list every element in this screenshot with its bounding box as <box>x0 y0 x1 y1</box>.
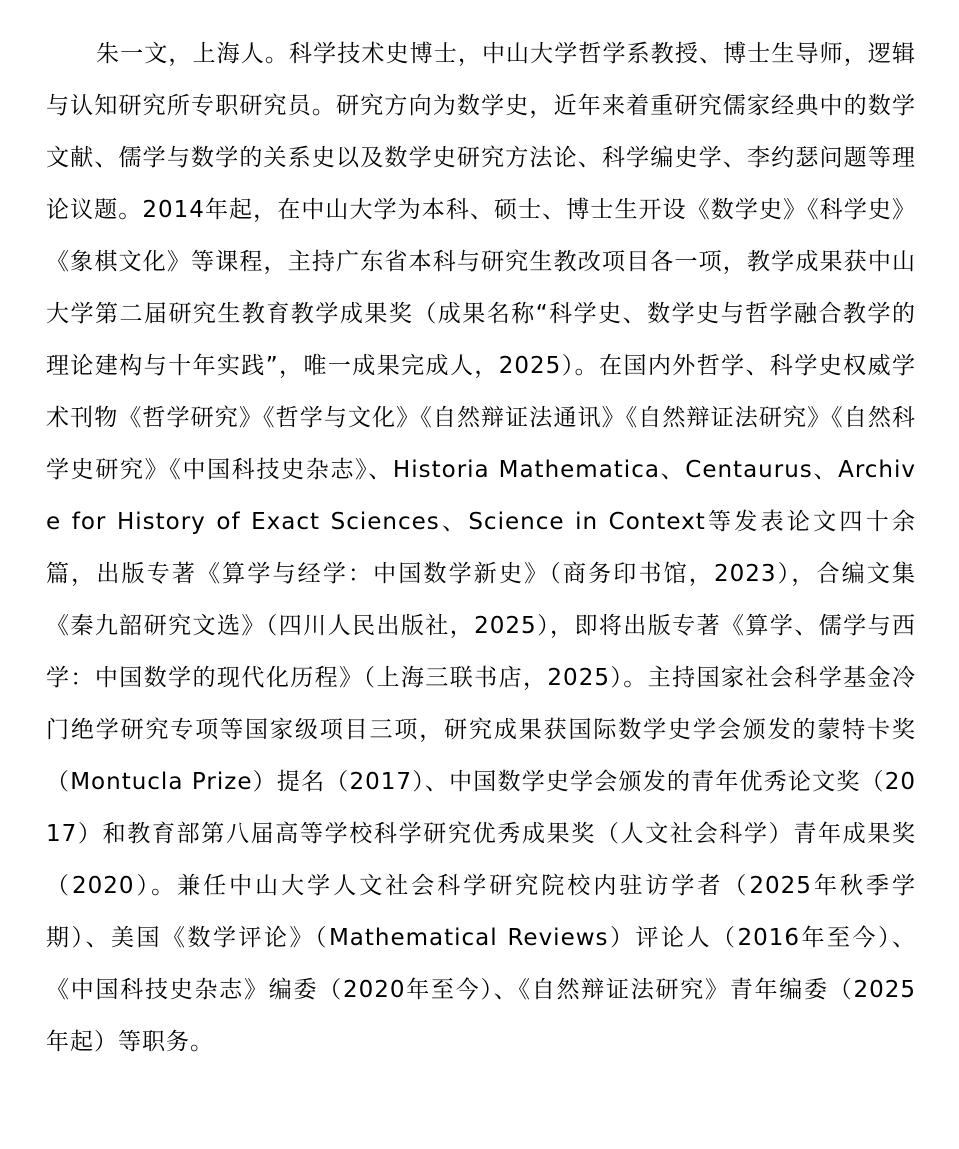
document-page <box>46 28 916 1068</box>
biography-paragraph: 朱一文，上海人。科学技术史博士，中山大学哲学系教授、博士生导师，逻辑与认知研究所专职研究员。研究方向为数学史，近年来着重研究儒家经典中的数学文献、儒学与数学的关系史以及数学史研究方法论、科学编史学、李约瑟问题等理论议题。2014年起，在中山大学为本科、硕士、博士生开设《数学史》《科学史》《象棋文化》等课程，主持广东省本科与研究生教改项目各一项，教学成果获中山大学第二届研究生教育教学成果奖（成果名称“科学史、数学史与哲学融合教学的理论建构与十年实践”，唯一成果完成人，2025）。在国内外哲学、科学史权威学术刊物《哲学研究》《哲学与文化》《自然辩证法通讯》《自然辩证法研究》《自然科学史研究》《中国科技史杂志》、Historia Mathematica、Centaurus、Archive for History of Exact Sciences、Science in Context等发表论文四十余篇，出版专著《算学与经学：中国数学新史》（商务印书馆，2023），合编文集《秦九韶研究文选》（四川人民出版社，2025），即将出版专著《算学、儒学与西学：中国数学的现代化历程》（上海三联书店，2025）。主持国家社会科学基金冷门绝学研究专项等国家级项目三项，研究成果获国际数学史学会颁发的蒙特卡奖（Montucla Prize）提名（2017）、中国数学史学会颁发的青年优秀论文奖（2017）和教育部第八届高等学校科学研究优秀成果奖（人文社会科学）青年成果奖（2020）。兼任中山大学人文社会科学研究院校内驻访学者（2025年秋季学期）、美国《数学评论》（Mathematical Reviews）评论人（2016年至今）、《中国科技史杂志》编委（2020年至今）、《自然辩证法研究》青年编委（2025年起）等职务。 <box>46 41 916 1055</box>
